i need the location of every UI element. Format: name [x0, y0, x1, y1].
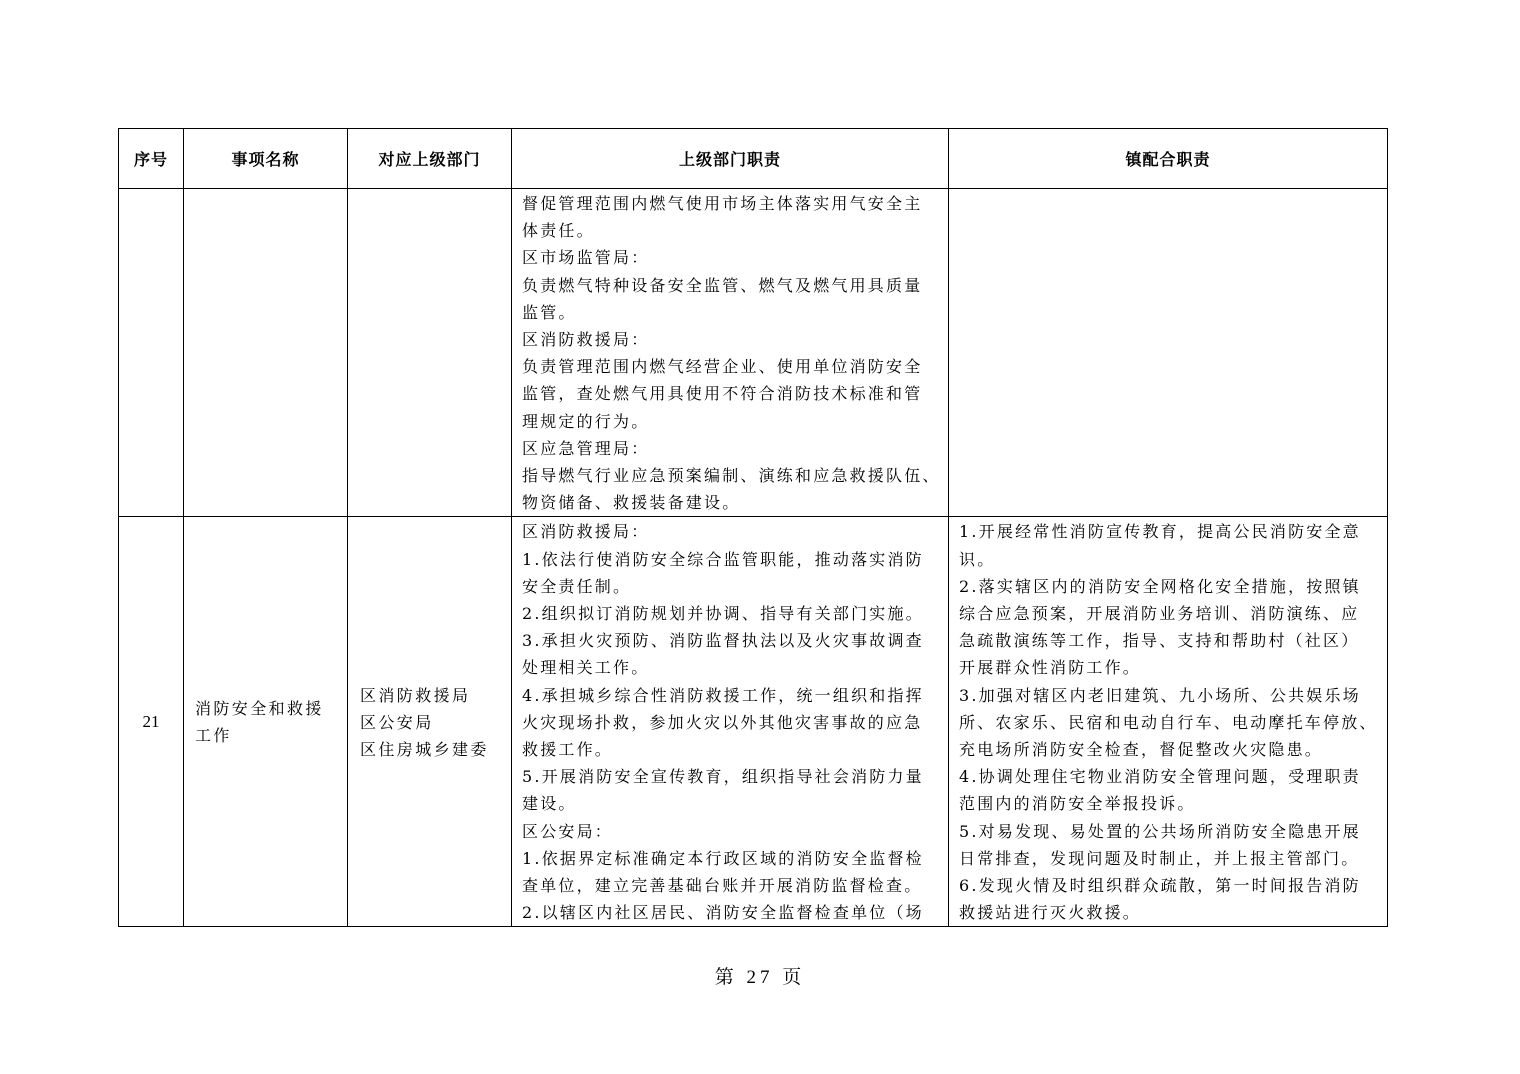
cell-line: 区公安局：: [522, 821, 614, 841]
cell-line: 建设。: [522, 794, 577, 814]
cell-line: 3.承担火灾预防、消防监督执法以及火灾事故调查: [522, 631, 924, 651]
cell-line: 查单位，建立完善基础台账并开展消防监督检查。: [522, 876, 923, 896]
cell-line: 消防安全和救援: [195, 699, 324, 719]
cell-line: 4.协调处理住宅物业消防安全管理问题，受理职责: [959, 767, 1361, 787]
cell-line: 体责任。: [522, 221, 595, 241]
cell-line: 2.落实辖区内的消防安全网格化安全措施，按照镇: [959, 576, 1361, 596]
header-item-name: 事项名称: [184, 129, 348, 189]
cell-line: 日常排查，发现问题及时制止，并上报主管部门。: [959, 848, 1360, 868]
cell-line: 指导燃气行业应急预案编制、演练和应急救援队伍、: [522, 466, 941, 486]
cell-line: 3.加强对辖区内老旧建筑、九小场所、公共娱乐场: [959, 685, 1361, 705]
cell-line: 所、农家乐、民宿和电动自行车、电动摩托车停放、: [959, 712, 1378, 732]
cell-line: 开展群众性消防工作。: [959, 658, 1142, 678]
item-name-cell: [184, 517, 348, 927]
header-superior-duties: 上级部门职责: [512, 129, 949, 189]
table-row: [119, 189, 1388, 517]
seq-cell: 21: [119, 517, 184, 927]
item-name-cell: [184, 189, 348, 517]
cell-line: 区公安局: [360, 712, 434, 732]
seq-cell: [119, 189, 184, 517]
cell-line: 2.组织拟订消防规划并协调、指导有关部门实施。: [522, 604, 924, 624]
cell-line: 急疏散演练等工作，指导、支持和帮助村（社区）: [959, 631, 1360, 651]
cell-line: 1.依法行使消防安全综合监管职能，推动落实消防: [522, 549, 924, 569]
cell-line: 区消防救援局: [360, 685, 471, 705]
header-superior-department: 对应上级部门: [348, 129, 512, 189]
cell-line: 监管。: [522, 302, 577, 322]
cell-line: 负责管理范围内燃气经营企业、使用单位消防安全: [522, 357, 923, 377]
cell-line: 区消防救援局：: [522, 330, 650, 350]
table-header-row: [119, 129, 1388, 189]
cell-line: 督促管理范围内燃气使用市场主体落实用气安全主: [522, 194, 923, 213]
cell-line: 区市场监管局：: [522, 248, 650, 268]
cell-line: 安全责任制。: [522, 576, 632, 596]
town-duties-cell: [949, 517, 1388, 927]
page-number: 第 27 页: [714, 967, 806, 988]
cell-line: 区住房城乡建委: [360, 740, 489, 760]
cell-line: 理规定的行为。: [522, 411, 650, 431]
cell-line: 4.承担城乡综合性消防救援工作，统一组织和指挥: [522, 685, 924, 705]
cell-line: 识。: [959, 549, 996, 569]
header-seq: 序号: [119, 129, 184, 189]
cell-line: 监管，查处燃气用具使用不符合消防技术标准和管: [522, 384, 923, 404]
cell-line: 区应急管理局：: [522, 438, 650, 458]
superior-duties-cell: [512, 189, 949, 517]
duty-table: [118, 128, 1388, 927]
header-town-duties: 镇配合职责: [949, 129, 1388, 189]
cell-line: 工作: [195, 726, 232, 746]
cell-line: 火灾现场扑救，参加火灾以外其他灾害事故的应急: [522, 712, 923, 732]
superior-duties-cell: [512, 517, 949, 927]
cell-line: 区消防救援局：: [522, 522, 650, 542]
cell-line: 6.发现火情及时组织群众疏散，第一时间报告消防: [959, 876, 1361, 896]
cell-line: 负责燃气特种设备安全监管、燃气及燃气用具质量: [522, 275, 923, 295]
cell-line: 1.开展经常性消防宣传教育，提高公民消防安全意: [959, 522, 1361, 542]
cell-line: 救援工作。: [522, 740, 614, 760]
department-cell: [348, 517, 512, 927]
cell-line: 综合应急预案，开展消防业务培训、消防演练、应: [959, 604, 1360, 624]
cell-line: 范围内的消防安全举报投诉。: [959, 794, 1196, 814]
cell-line: 5.对易发现、易处置的公共场所消防安全隐患开展: [959, 821, 1361, 841]
table-row: [119, 517, 1388, 927]
department-cell: [348, 189, 512, 517]
cell-line: 处理相关工作。: [522, 658, 650, 678]
cell-line: 物资储备、救援装备建设。: [522, 493, 741, 513]
cell-line: 充电场所消防安全检查，督促整改火灾隐患。: [959, 740, 1324, 760]
cell-line: 救援站进行灭火救援。: [959, 903, 1142, 923]
cell-line: 2.以辖区内社区居民、消防安全监督检查单位（场: [522, 903, 924, 923]
cell-line: 1.依据界定标准确定本行政区域的消防安全监督检: [522, 848, 924, 868]
town-duties-cell: [949, 189, 1388, 517]
cell-line: 5.开展消防安全宣传教育，组织指导社会消防力量: [522, 767, 924, 787]
